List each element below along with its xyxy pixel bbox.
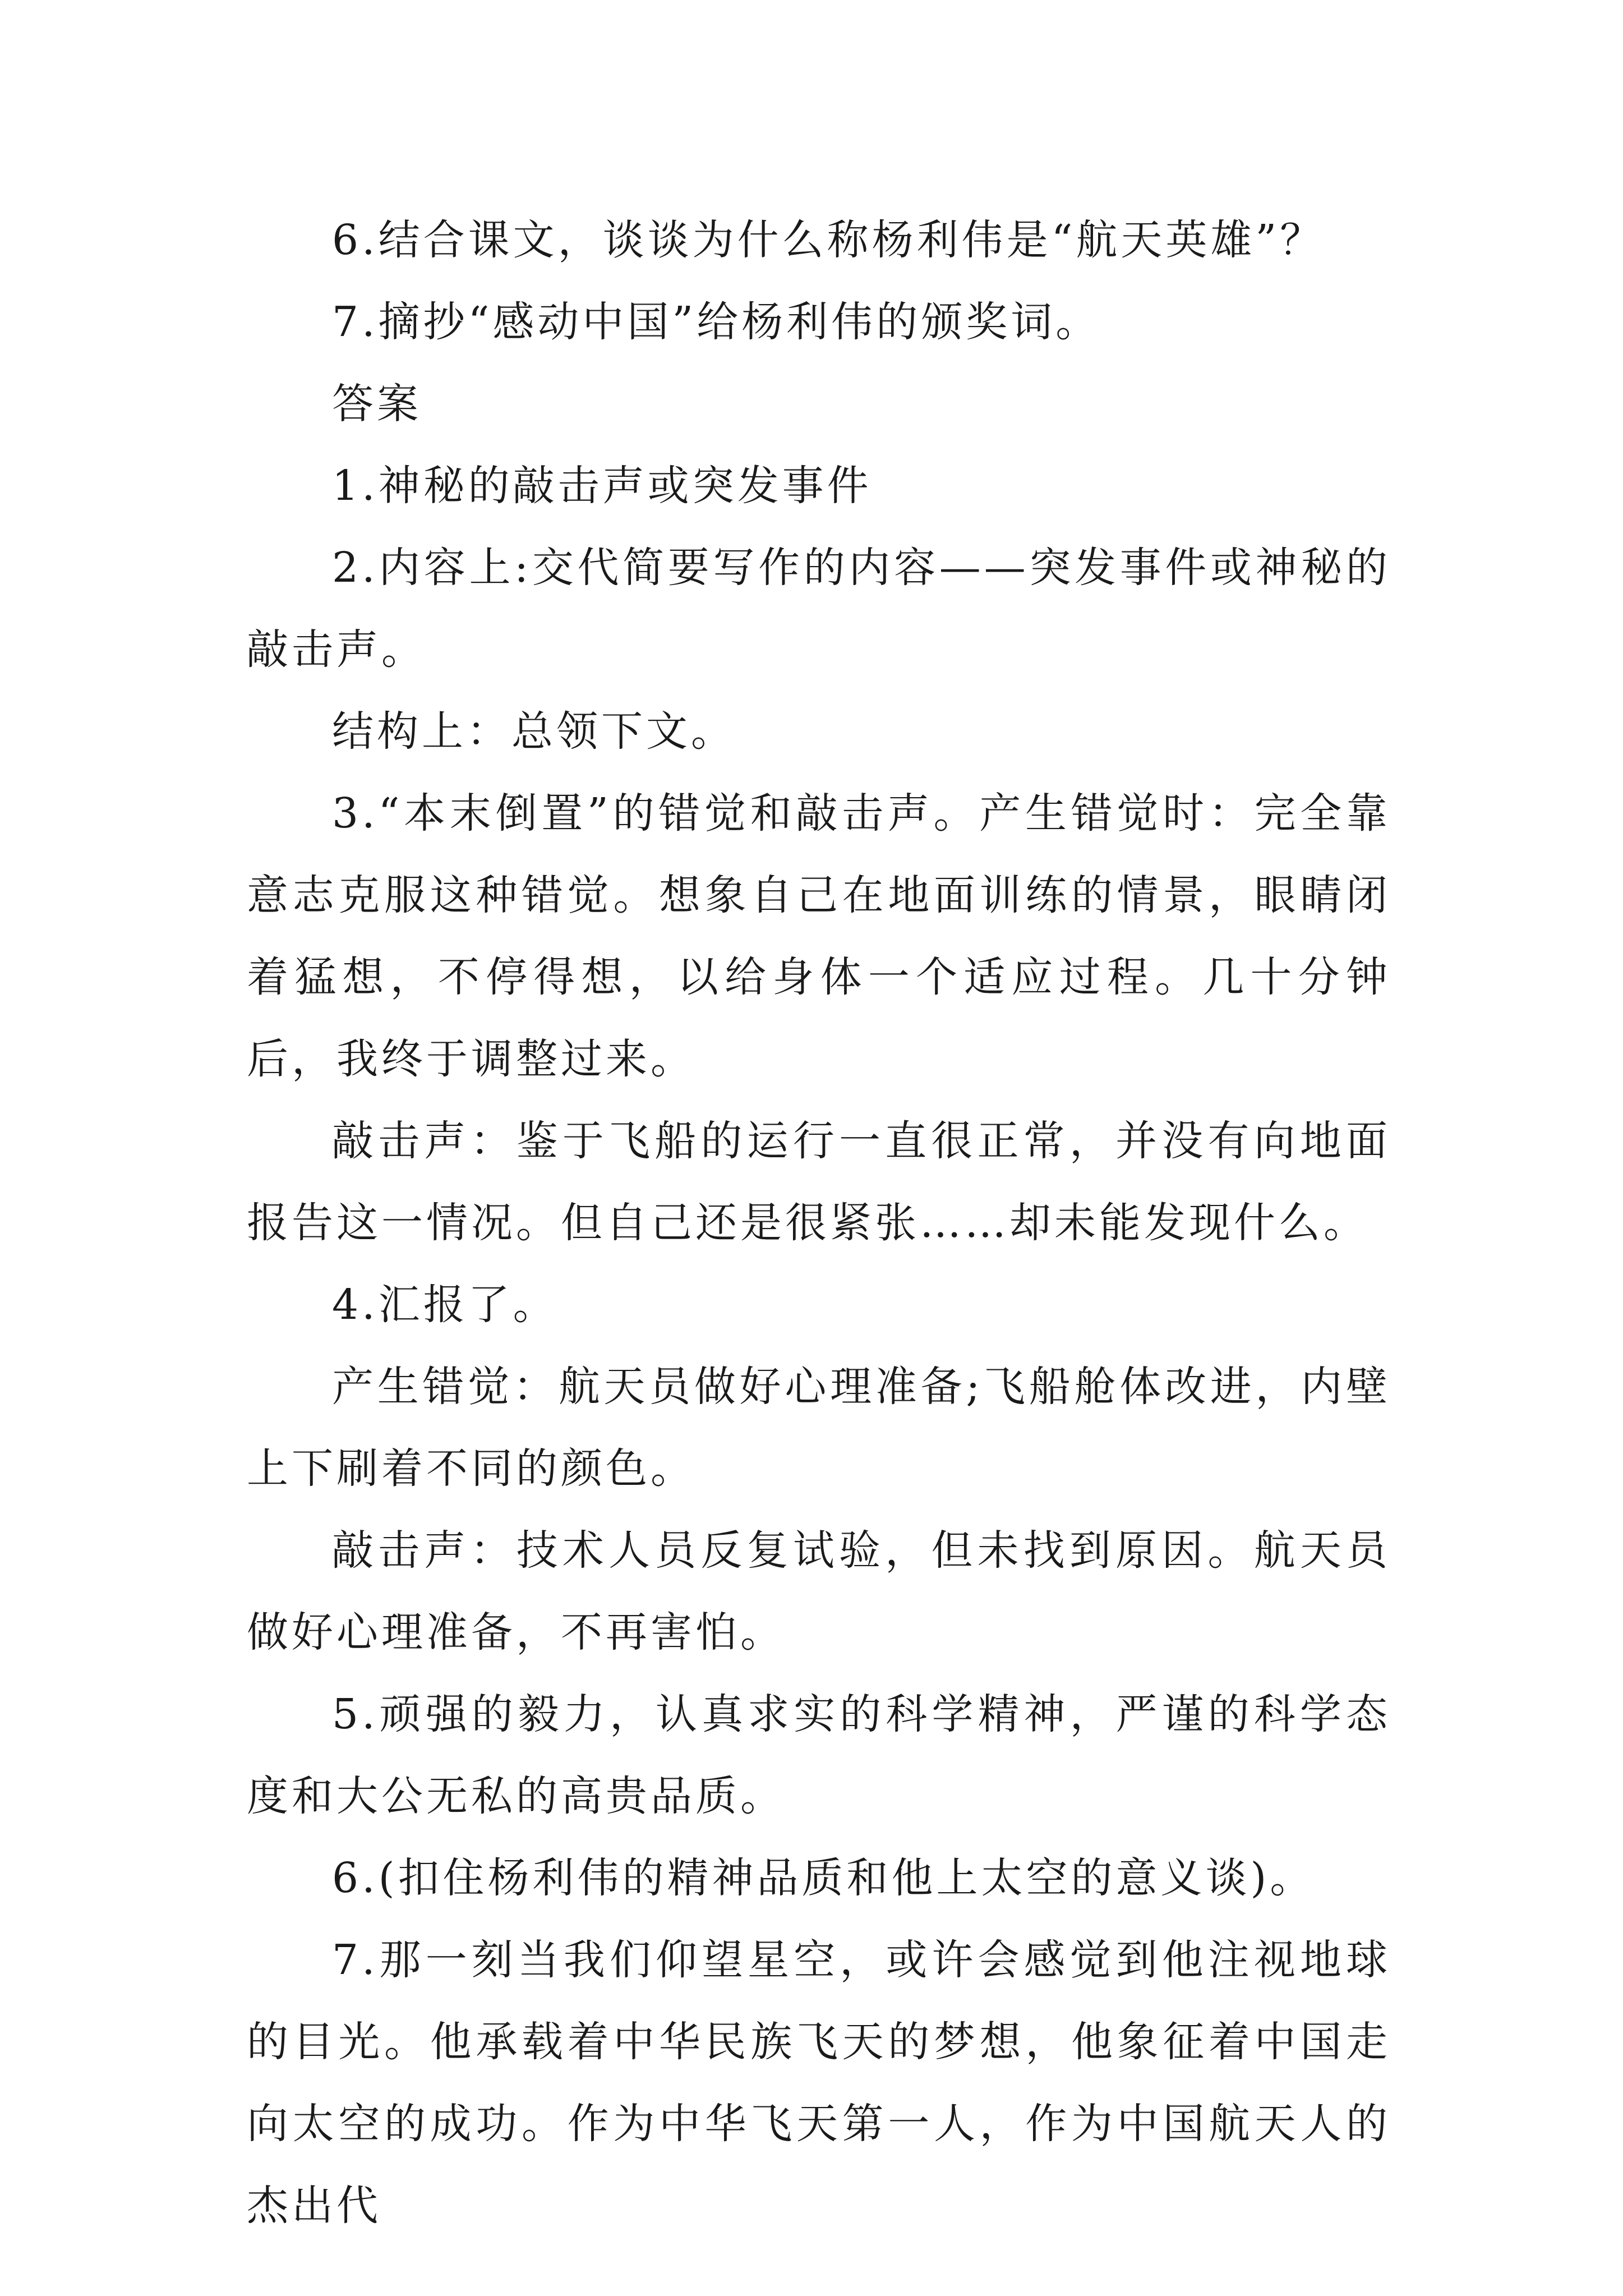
answer-heading: 答案	[332, 380, 422, 428]
answer-3-illusion: 3.“本末倒置”的错觉和敲击声。产生错觉时：完全靠意志克服这种错觉。想象自己在地面训练的情景，眼睛闭着猛想，不停得想，以给身体一个适应过程。几十分钟后，我终于调整过来。	[247, 789, 1391, 1083]
answer-4: 4.汇报了。	[332, 1281, 558, 1329]
answer-2-structure: 结构上：总领下文。	[332, 707, 736, 756]
document-body	[247, 199, 1391, 2247]
answer-7: 7.那一刻当我们仰望星空，或许会感觉到他注视地球的目光。他承载着中华民族飞天的梦想，他象征着中国走向太空的成功。作为中华飞天第一人，作为中国航天人的杰出代	[247, 1936, 1391, 2230]
question-6: 6.结合课文，谈谈为什么称杨利伟是“航天英雄”？	[332, 216, 1325, 264]
answer-4-illusion: 产生错觉：航天员做好心理准备;飞船舱体改进，内壁上下刷着不同的颜色。	[247, 1363, 1391, 1493]
answer-6: 6.(扣住杨利伟的精神品质和他上太空的意义谈)。	[332, 1854, 1315, 1902]
question-7: 7.摘抄“感动中国”给杨利伟的颁奖词。	[332, 298, 1101, 346]
answer-3-knocking: 敲击声：鉴于飞船的运行一直很正常，并没有向地面报告这一情况。但自己还是很紧张……却未能发现什么。	[247, 1117, 1391, 1247]
answer-4-knocking: 敲击声：技术人员反复试验，但未找到原因。航天员做好心理准备，不再害怕。	[247, 1526, 1391, 1657]
answer-2-content: 2.内容上:交代简要写作的内容——突发事件或神秘的敲击声。	[247, 544, 1391, 674]
answer-1: 1.神秘的敲击声或突发事件	[332, 462, 872, 510]
answer-5: 5.顽强的毅力，认真求实的科学精神，严谨的科学态度和大公无私的高贵品质。	[247, 1690, 1391, 1820]
